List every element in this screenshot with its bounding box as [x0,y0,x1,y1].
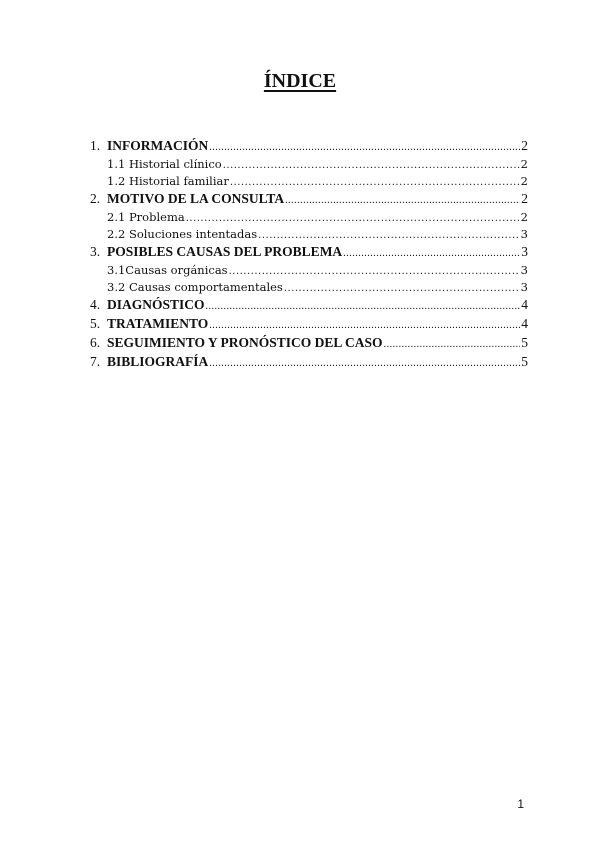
dot-leader [209,358,520,369]
toc-entry-label: SEGUIMIENTO Y PRONÓSTICO DEL CASO [107,335,383,350]
toc-subentry-page: 2 [520,174,528,188]
dot-leader [209,320,520,331]
dot-leader [223,160,520,171]
toc-subentry[interactable] [90,263,528,280]
dot-leader [284,283,520,294]
toc-subentry-page: 2 [520,210,528,224]
toc-entry-number: 3. [90,244,101,259]
toc-subentry[interactable] [90,227,528,244]
page-title: ÍNDICE [263,70,337,92]
toc-entry-page: 5 [521,335,528,350]
toc-entry-page: 2 [521,191,528,206]
toc-entry[interactable] [90,316,528,335]
toc-subentry[interactable] [90,210,528,227]
toc-subentry[interactable] [90,174,528,191]
toc-subentry-page: 3 [520,227,528,241]
toc-entry-label: BIBLIOGRAFÍA [107,354,209,369]
toc-entry-page: 2 [521,138,528,153]
dot-leader [384,339,521,350]
page-number: 1 [517,797,524,811]
toc-entry-page: 5 [521,354,528,369]
dot-leader [285,195,520,206]
dot-leader [186,213,520,224]
toc-entry-number: 7. [90,354,101,369]
toc-entry[interactable] [90,335,528,354]
toc-subentry[interactable] [90,157,528,174]
toc-entry[interactable] [90,354,528,373]
toc-subentry-page: 3 [520,280,528,294]
toc-entry-page: 4 [521,297,528,312]
dot-leader [206,301,521,312]
toc-entry-label: TRATAMIENTO [107,316,209,331]
dot-leader [209,142,520,153]
toc-subentry-label: 3.1Causas orgánicas [107,263,228,277]
dot-leader [258,230,520,241]
dot-leader [343,248,520,259]
toc-subentry-label: 2.2 Soluciones intentadas [107,227,258,241]
toc-entry-number: 6. [90,335,101,350]
toc-entry[interactable] [90,297,528,316]
toc-entry-label: INFORMACIÓN [107,138,209,153]
toc-entry-number: 2. [90,191,101,206]
toc-subentry-label: 1.2 Historial familiar [107,174,229,188]
toc-subentry-page: 3 [520,263,528,277]
dot-leader [229,266,520,277]
toc-entry-number: 5. [90,316,101,331]
toc-entry-label: POSIBLES CAUSAS DEL PROBLEMA [107,244,343,259]
toc-subentry-label: 2.1 Problema [107,210,185,224]
toc-entry-number: 1. [90,138,101,153]
toc-subentry[interactable] [90,280,528,297]
toc-entry[interactable] [90,138,528,157]
toc-entry-label: DIAGNÓSTICO [107,297,205,312]
toc-subentry-page: 2 [520,157,528,171]
toc-entry-page: 3 [521,244,528,259]
toc-subentry-label: 1.1 Historial clínico [107,157,222,171]
table-of-contents [90,138,528,373]
toc-entry-label: MOTIVO DE LA CONSULTA [107,191,285,206]
toc-entry-number: 4. [90,297,101,312]
toc-entry-page: 4 [521,316,528,331]
dot-leader [230,177,520,188]
toc-entry[interactable] [90,244,528,263]
toc-entry[interactable] [90,191,528,210]
toc-subentry-label: 3.2 Causas comportamentales [107,280,283,294]
